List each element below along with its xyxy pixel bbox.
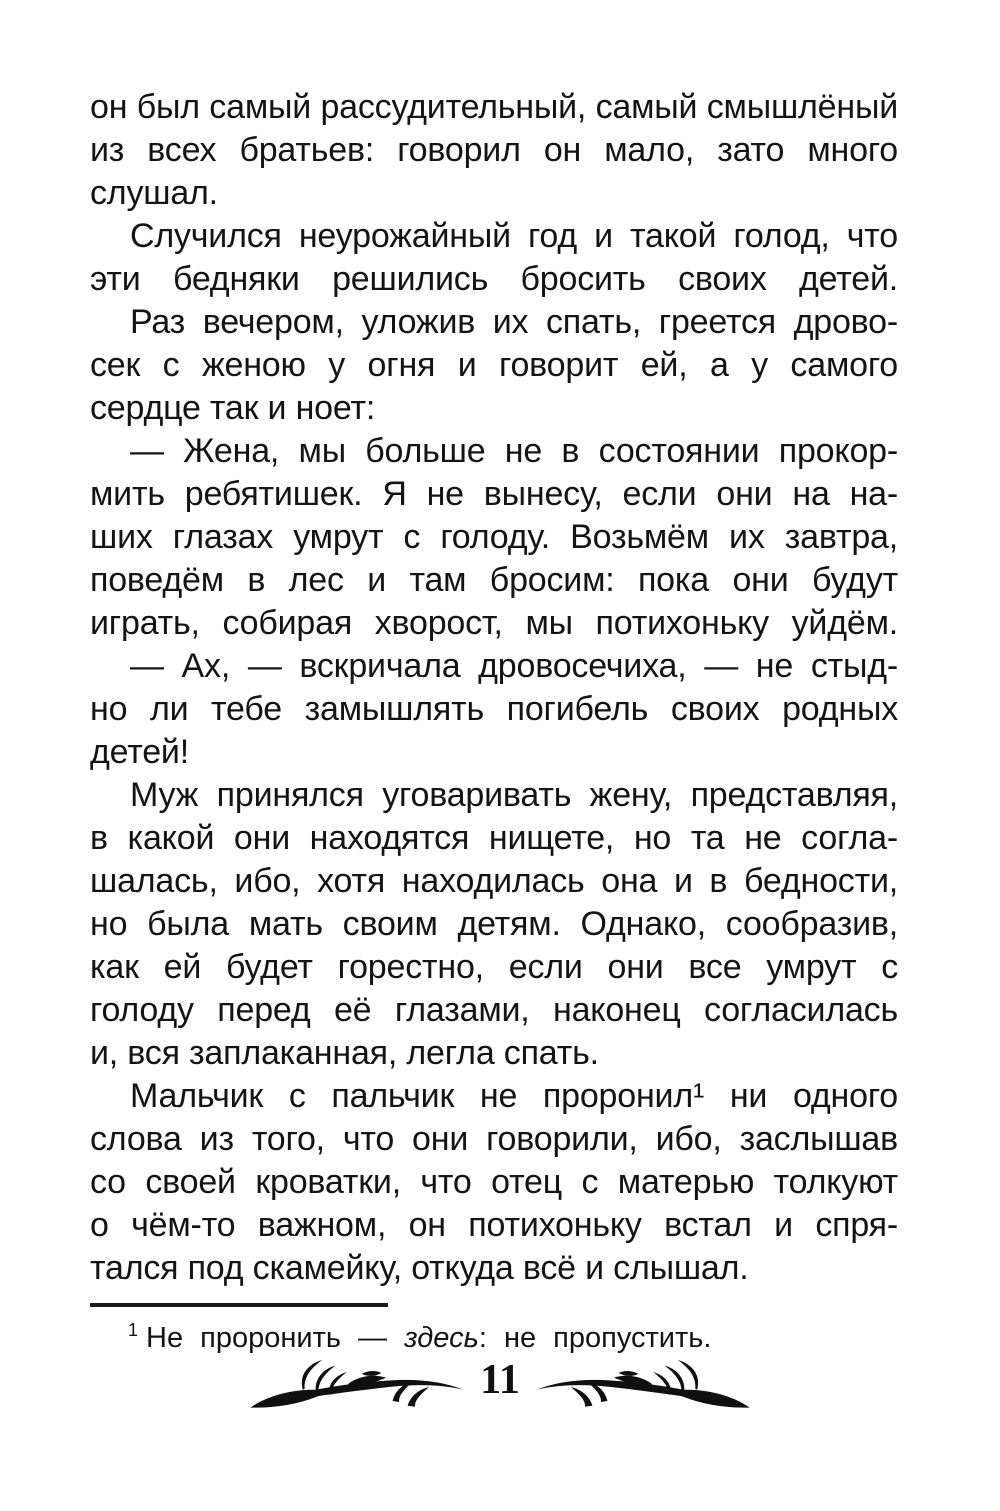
text-line: играть, собирая хворост, мы потихоньку уйдём.: [90, 604, 898, 642]
text-line: голоду перед её глазами, наконец согласилась: [90, 991, 898, 1029]
text-line: — Жена, мы больше не в состоянии прокор-: [130, 432, 898, 470]
text-line: тался под скамейку, откуда всё и слышал.: [90, 1249, 749, 1287]
paragraph: [90, 430, 898, 645]
text-line: сек с женою у огня и говорит ей, а у самого: [90, 346, 898, 384]
text-line: детей!: [90, 733, 189, 771]
text-line: о чём-то важном, он потихоньку встал и спря-: [90, 1206, 898, 1244]
text-line: Мальчик с пальчик не проронил¹ ни одного: [130, 1077, 898, 1115]
page-text: [90, 86, 898, 1290]
text-line: слушал.: [90, 174, 218, 212]
text-line: как ей будет горестно, если они все умрут с: [90, 948, 898, 986]
footnote-marker: 1: [128, 1320, 139, 1341]
text-line: но была мать своим детям. Однако, сообразив,: [90, 905, 898, 943]
text-line: Раз вечером, уложив их спать, греется дрово-: [130, 303, 898, 341]
footnote-term: Не проронить —: [146, 1322, 405, 1354]
flourish-left-icon: [250, 1358, 466, 1416]
footnote: [90, 1303, 898, 1357]
text-line: он был самый рассудительный, самый смышлёный: [90, 88, 898, 126]
page-footer: [0, 1356, 1000, 1418]
paragraph: [90, 1075, 898, 1290]
page-number: 11: [480, 1357, 520, 1403]
footnote-italic-word: здесь: [404, 1322, 479, 1354]
text-line: эти бедняки решились бросить своих детей.: [90, 260, 898, 298]
text-line: но ли тебе замышлять погибель своих родных: [90, 690, 898, 728]
paragraph: [90, 774, 898, 1075]
text-line: в какой они находятся нищете, но та не согла-: [90, 819, 898, 857]
paragraph: [90, 301, 898, 430]
text-line: со своей кроватки, что отец с матерью толкуют: [90, 1163, 898, 1201]
text-line: из всех братьев: говорил он мало, зато много: [90, 131, 898, 169]
text-line: сердце так и ноет:: [90, 389, 376, 427]
text-line: мить ребятишек. Я не вынесу, если они на на-: [90, 475, 898, 513]
text-line: шалась, ибо, хотя находилась она и в бедности,: [90, 862, 898, 900]
text-line: и, вся заплаканная, легла спать.: [90, 1034, 599, 1072]
footnote-divider: [90, 1303, 388, 1307]
text-line: — Ах, — вскричала дровосечиха, — не стыд-: [130, 647, 898, 685]
paragraph: [90, 645, 898, 774]
flourish-right-icon: [534, 1358, 750, 1416]
text-line: Муж принялся уговаривать жену, представляя,: [130, 776, 898, 814]
paragraph: [90, 215, 898, 301]
text-line: поведём в лес и там бросим: пока они будут: [90, 561, 898, 599]
paragraph: [90, 86, 898, 215]
text-line: слова из того, что они говорили, ибо, заслышав: [90, 1120, 898, 1158]
footnote-definition: : не пропустить.: [478, 1322, 712, 1354]
text-line: Случился неурожайный год и такой голод, что: [130, 217, 898, 255]
text-line: ших глазах умрут с голоду. Возьмём их завтра,: [90, 518, 898, 556]
footnote-text: [90, 1319, 898, 1357]
